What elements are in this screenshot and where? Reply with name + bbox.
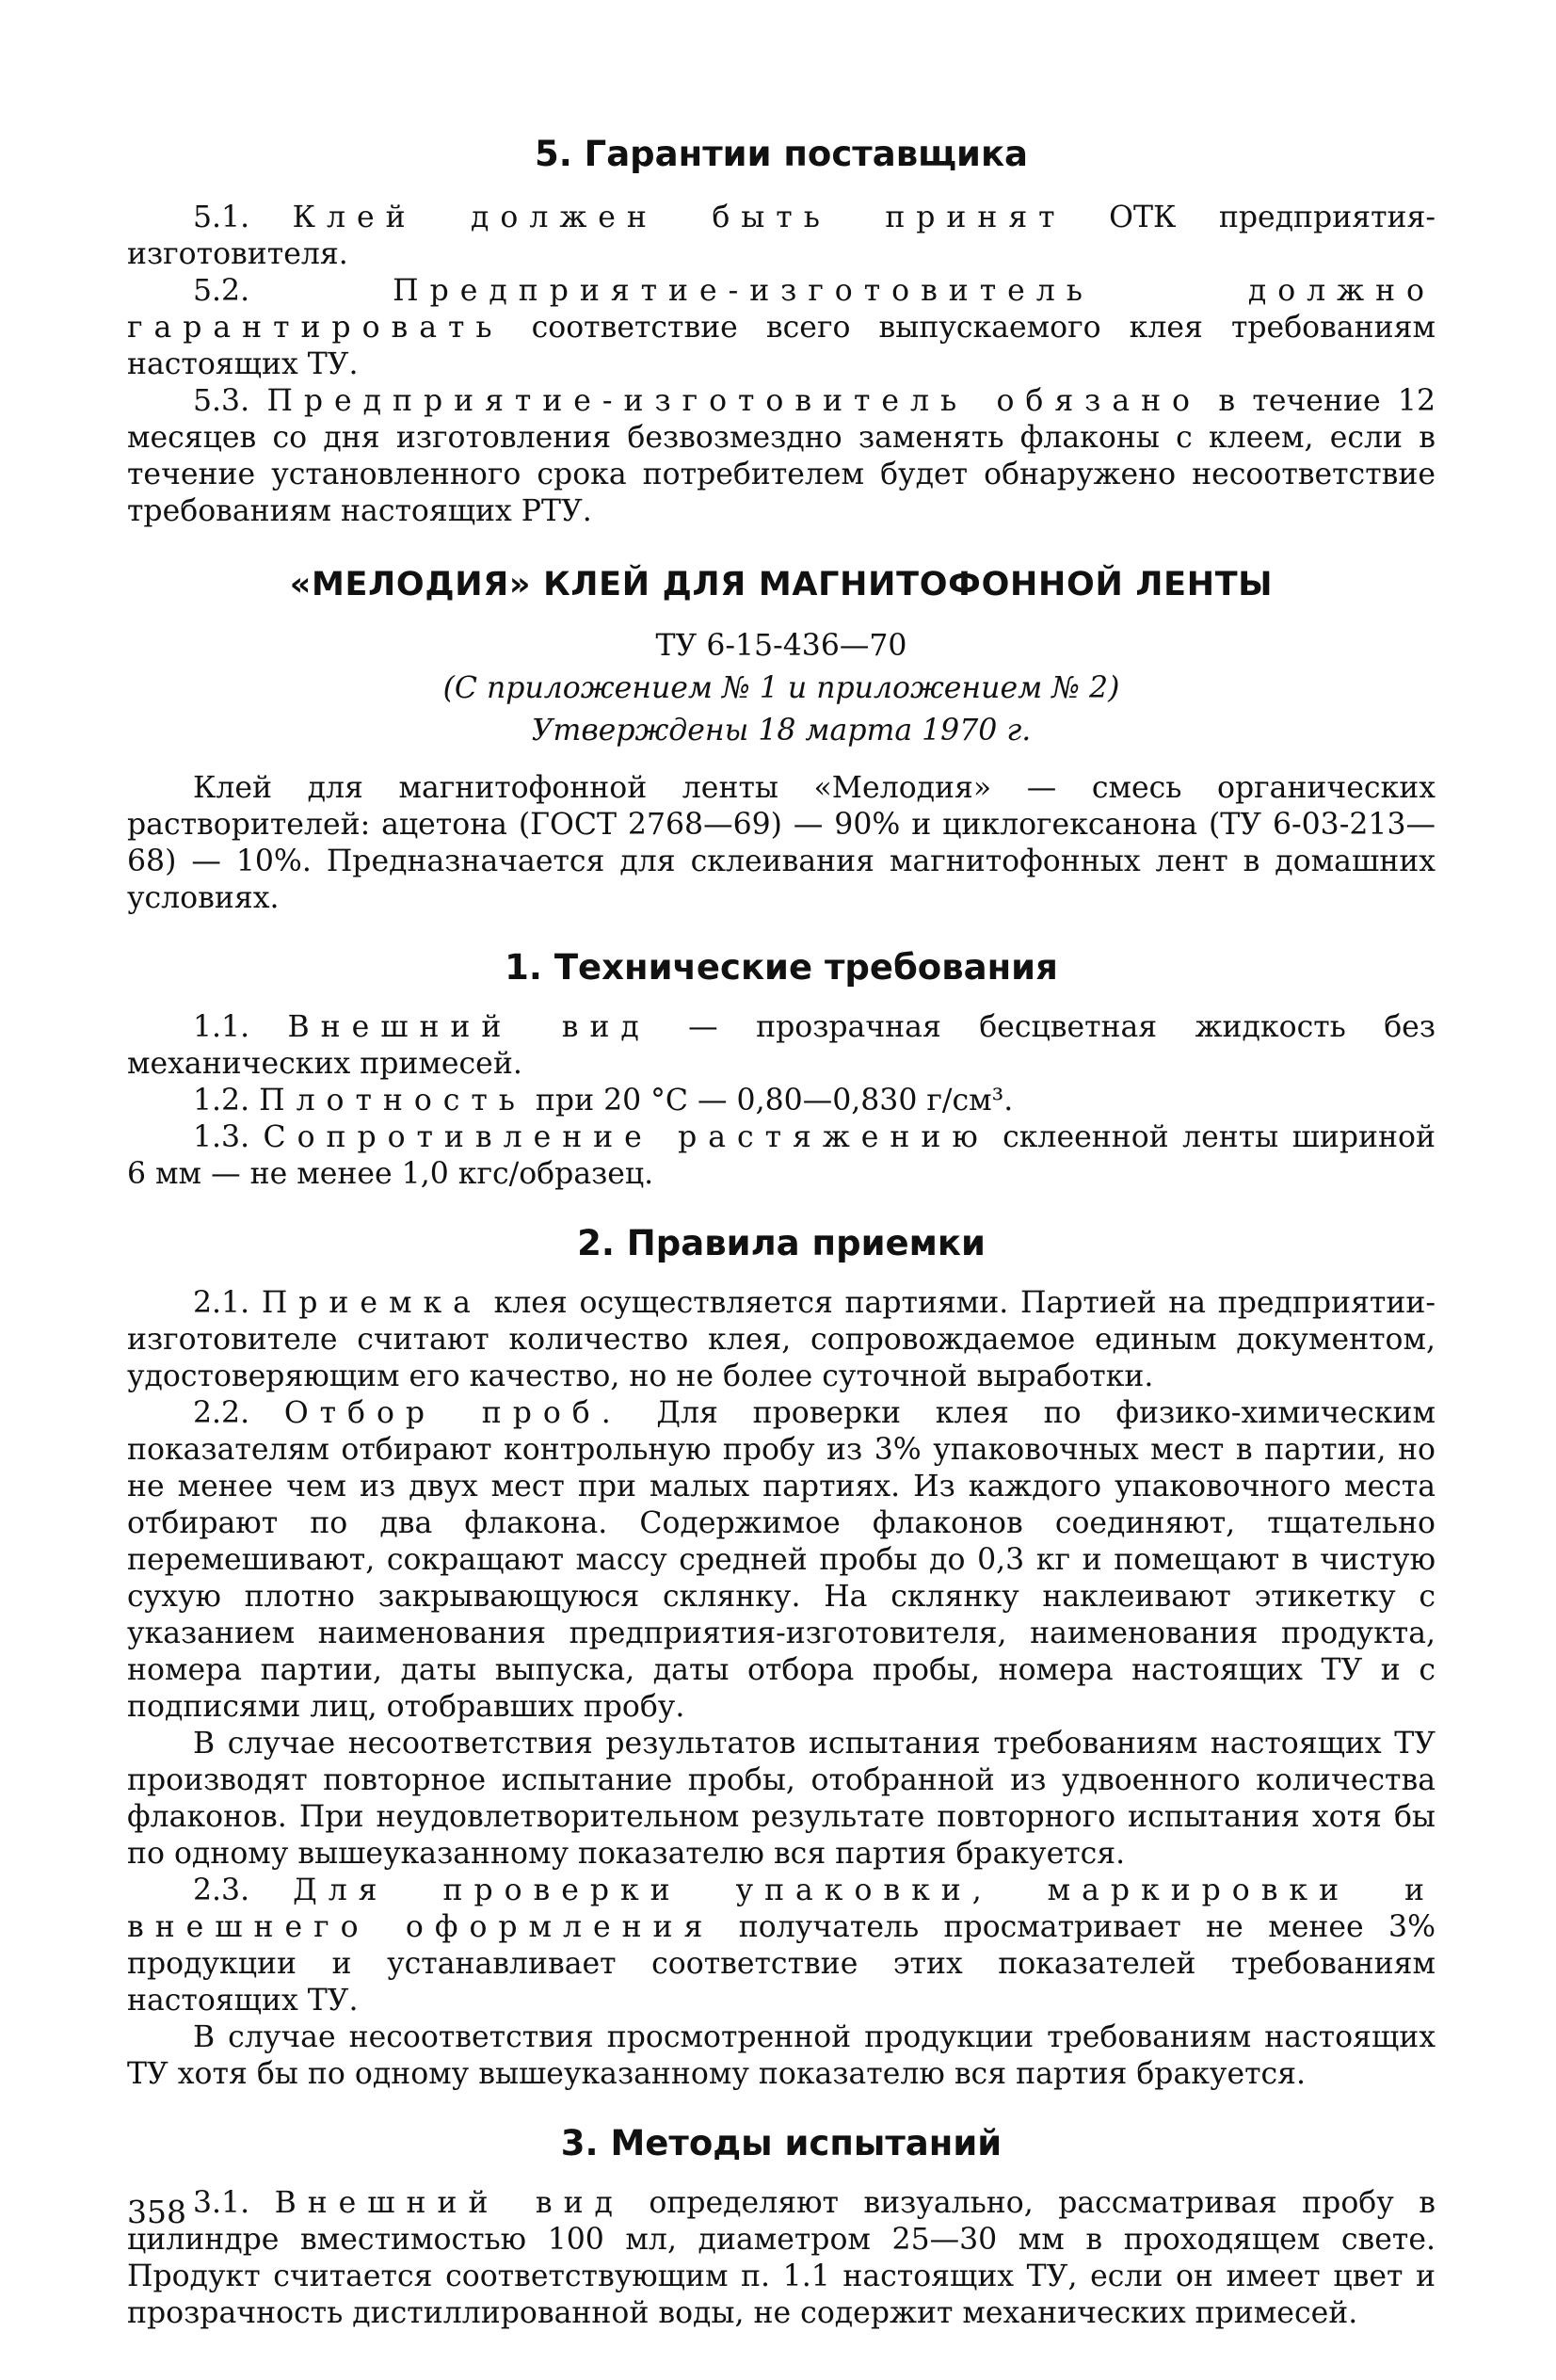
paragraph-5-1 — [127, 200, 1436, 273]
clause-text: получатель просматривает не менее 3% продукции и устанавливает соответствие этих показателей требованиям настоящих ТУ. — [127, 1910, 1436, 2018]
paragraph-3-1 — [127, 2185, 1436, 2332]
clause-number: 1.2. — [193, 1084, 250, 1118]
clause-text: Для проверки клея по физико-химическим показателям отбирают контрольную пробу из 3% упаковочных мест в партии, но не менее чем из двух мест при малых партиях. Из каждого упаковочного места отбирают по два флакона. Содержимое флаконов соединяют, тщательно перемешивают, сокращают массу средней пробы до 0,3 кг и помещают в чистую сухую плотно закрывающуюся склянку. На склянку наклеивают этикетку с указанием наименования предприятия-изготовителя, наименования продукта, номера партии, даты выпуска, даты отбора пробы, номера настоящих ТУ и с подписями лиц, отобравших пробу. — [127, 1396, 1436, 1724]
product-approved-date: Утверждены 18 марта 1970 г. — [531, 714, 1032, 748]
clause-number: 1.3. — [193, 1120, 250, 1154]
clause-number: 2.2. — [193, 1396, 250, 1430]
clause-term: Предприятие-изготовитель обязано — [266, 384, 1201, 418]
clause-number: 2.3. — [193, 1873, 250, 1907]
section-2-heading: 2. Правила приемки — [577, 1223, 986, 1263]
clause-text: клея осуществляется партиями. Партией на предприятии-изготовителе считают количество клея, сопровождаемое единым документом, удостоверяющим его качество, но не более суточной выработки. — [127, 1286, 1436, 1393]
page-number: 358 — [127, 2194, 186, 2230]
section-3-heading: 3. Методы испытаний — [560, 2123, 1003, 2163]
paragraph-1-2 — [127, 1083, 1436, 1119]
paragraph-1-1 — [127, 1009, 1436, 1083]
clause-term: Внешний вид — [287, 1010, 650, 1044]
clause-text: склеенной ленты шириной 6 мм — не менее 1,0 кгс/образец. — [127, 1120, 1436, 1191]
clause-text: соответствие всего выпускаемого клея требованиям настоящих ТУ. — [127, 311, 1436, 381]
clause-term: Предприятие-изготовитель должно гарантировать — [127, 274, 1436, 345]
paragraph-5-2 — [127, 273, 1436, 383]
paragraph-2-2 — [127, 1395, 1436, 1726]
clause-term: Для проверки упаковки, маркировки и внешнего оформления — [127, 1873, 1436, 1944]
product-title: «МЕЛОДИЯ» КЛЕЙ ДЛЯ МАГНИТОФОННОЙ ЛЕНТЫ — [289, 566, 1274, 603]
clause-term: Клей должен быть принят — [292, 201, 1067, 234]
paragraph-1-3 — [127, 1119, 1436, 1193]
product-code: ТУ 6-15-436—70 — [655, 629, 907, 663]
clause-number: 5.3. — [193, 384, 250, 418]
clause-text: в течение 12 месяцев со дня изготовления безвозмездно заменять флаконы с клеем, если в течение установленного срока потребителем будет обнаружено несоответствие требованиям настоящих РТУ. — [127, 384, 1436, 528]
clause-term: Плотность — [259, 1084, 526, 1118]
clause-number: 3.1. — [193, 2186, 250, 2220]
section-5-heading: 5. Гарантии поставщика — [534, 134, 1029, 174]
clause-text: при 20 °С — 0,80—0,830 г/см³. — [525, 1084, 1014, 1118]
paragraph-2-2-continued: В случае несоответствия результатов испытания требованиям настоящих ТУ производят повторное испытание пробы, отобранной из удвоенного количества флаконов. При неудовлетворительном результате повторного испытания хотя бы по одному вышеуказанному показателю вся партия бракуется. — [127, 1727, 1436, 1871]
clause-number: 1.1. — [193, 1010, 250, 1044]
paragraph-2-3 — [127, 1873, 1436, 2019]
clause-text: — прозрачная бесцветная жидкость без механических примесей. — [127, 1010, 1436, 1081]
product-intro: Клей для магнитофонной ленты «Мелодия» — смесь органических растворителей: ацетона (ГОСТ 2768—69) — 90% и циклогексанона (ТУ 6-03-213—68) — 10%. Предназначается для склеивания магнитофонных лент в домашних условиях. — [127, 771, 1436, 915]
clause-number: 2.1. — [193, 1286, 250, 1320]
paragraph-2-3-continued: В случае несоответствия просмотренной продукции требованиям настоящих ТУ хотя бы по одному вышеуказанному показателю вся партия бракуется. — [127, 2020, 1436, 2091]
clause-number: 5.1. — [193, 201, 250, 234]
section-1-heading: 1. Технические требования — [505, 947, 1058, 988]
document-page — [127, 132, 1436, 2332]
clause-text: ОТК предприятия-изготовителя. — [127, 201, 1436, 271]
clause-term: Отбор проб. — [283, 1396, 622, 1430]
clause-term: Приемка — [261, 1286, 482, 1320]
clause-number: 5.2. — [193, 274, 250, 308]
clause-text: определяют визуально, рассматривая пробу в цилиндре вместимостью 100 мл, диаметром 25—30 мм в проходящем свете. Продукт считается соответствующим п. 1.1 настоящих ТУ, если он имеет цвет и прозрачность дистиллированной воды, не содержит механических примесей. — [127, 2186, 1436, 2330]
paragraph-2-1 — [127, 1285, 1436, 1395]
clause-term: Сопротивление растяжению — [263, 1120, 989, 1154]
product-appendix: (С приложением № 1 и приложением № 2) — [442, 671, 1120, 705]
paragraph-5-3 — [127, 383, 1436, 530]
clause-term: Внешний вид — [274, 2186, 624, 2220]
